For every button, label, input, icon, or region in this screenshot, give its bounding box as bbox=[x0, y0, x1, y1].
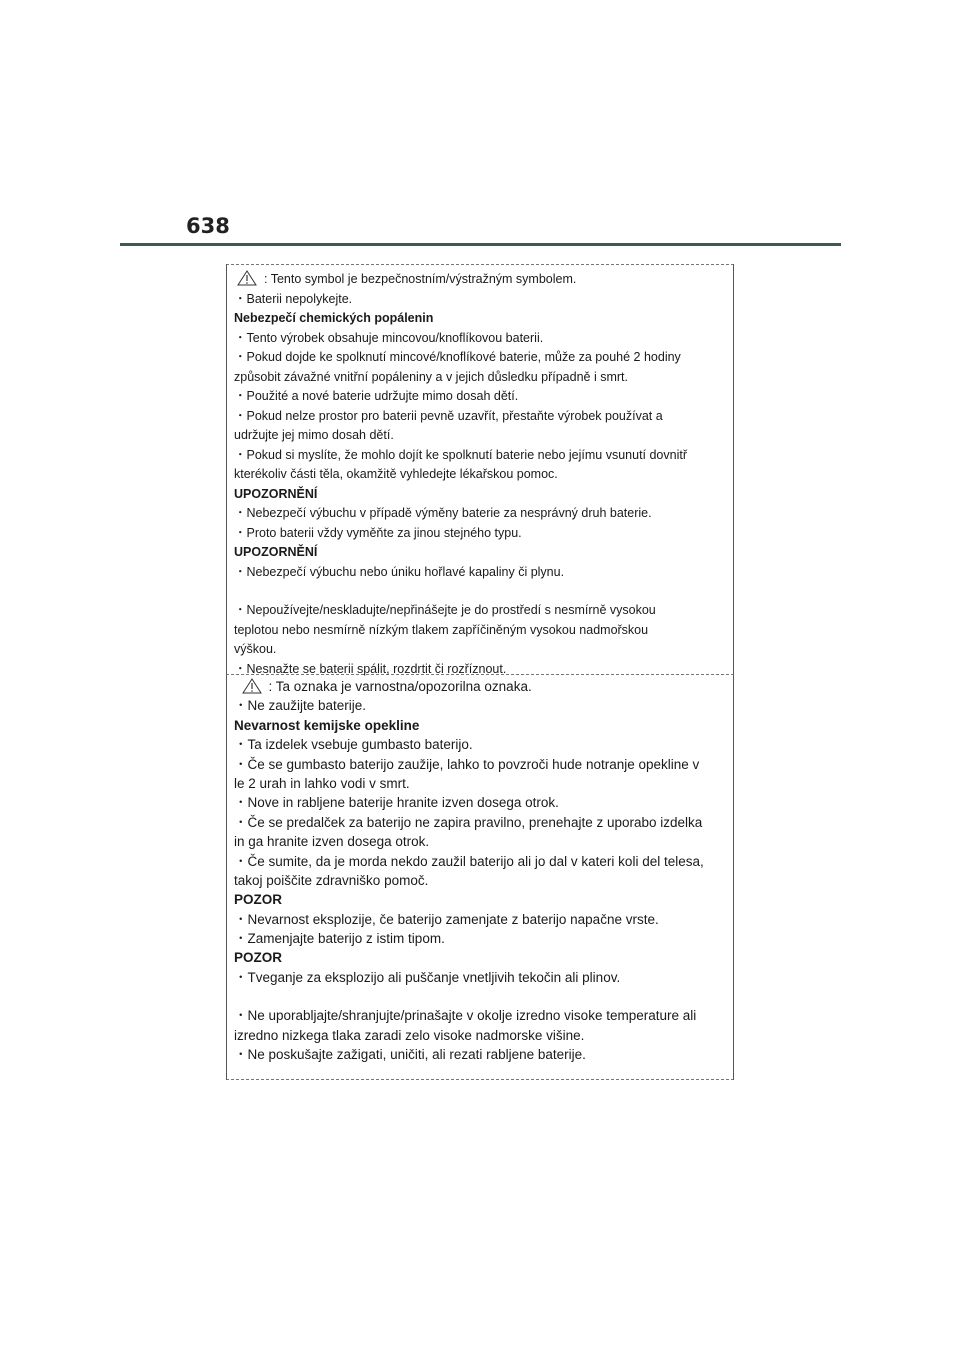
czech-section bbox=[234, 270, 687, 679]
slovenian-symbol-line bbox=[234, 677, 704, 696]
czech-line: ・Pokud nelze prostor pro baterii pevně uzavřít, přestaňte výrobek používat a bbox=[234, 408, 663, 423]
slovenian-line: ・Če se gumbasto baterijo zaužije, lahko to povzroči hude notranje opekline v bbox=[234, 756, 700, 772]
warning-triangle-icon bbox=[242, 678, 262, 694]
slovenian-line: in ga hranite izven dosega otrok. bbox=[234, 834, 430, 850]
czech-symbol-line bbox=[234, 270, 687, 290]
slovenian-spacer bbox=[234, 987, 704, 1006]
slovenian-line: ・Če sumite, da je morda nekdo zaužil baterijo ali jo dal v kateri koli del telesa, bbox=[234, 853, 704, 869]
slovenian-line: ・Tveganje za eksplozijo ali puščanje vnetljivih tekočin ali plinov. bbox=[234, 969, 621, 985]
slovenian-heading-caution: POZOR bbox=[234, 892, 283, 908]
slovenian-line: ・Če se predalček za baterijo ne zapira pravilno, prenehajte z uporabo izdelka bbox=[234, 814, 703, 830]
czech-line: ・Použité a nové baterie udržujte mimo dosah dětí. bbox=[234, 389, 519, 403]
slovenian-line: ・Ne poskušajte zažigati, uničiti, ali rezati rabljene baterije. bbox=[234, 1047, 586, 1063]
czech-line: udržujte jej mimo dosah dětí. bbox=[234, 428, 394, 442]
czech-heading-burns: Nebezpečí chemických popálenin bbox=[234, 311, 434, 325]
czech-line: způsobit závažné vnitřní popáleniny a v jejich důsledku případně i smrt. bbox=[234, 369, 628, 384]
czech-spacer bbox=[234, 582, 687, 601]
slovenian-line: takoj poiščite zdravniško pomoč. bbox=[234, 872, 429, 888]
slovenian-symbol-note: : Ta oznaka je varnostna/opozorilna oznaka. bbox=[268, 679, 532, 694]
slovenian-heading-burns: Nevarnost kemijske opekline bbox=[234, 717, 420, 733]
warning-triangle-icon bbox=[237, 270, 257, 286]
czech-heading-caution: UPOZORNĚNÍ bbox=[234, 545, 318, 559]
slovenian-line: le 2 urah in lahko vodi v smrt. bbox=[234, 775, 410, 791]
slovenian-line: izredno nizkega tlaka zaradi zelo visoke nadmorske višine. bbox=[234, 1027, 585, 1043]
czech-symbol-note: : Tento symbol je bezpečnostním/výstražným symbolem. bbox=[263, 272, 577, 286]
czech-line: ・Pokud si myslíte, že mohlo dojít ke spolknutí baterie nebo jejímu vsunutí dovnitř bbox=[234, 447, 688, 462]
slovenian-line: ・Nove in rabljene baterije hranite izven dosega otrok. bbox=[234, 795, 559, 811]
header-rule bbox=[120, 243, 841, 246]
czech-heading-caution: UPOZORNĚNÍ bbox=[234, 486, 318, 501]
czech-line: ・Nesnažte se baterii spálit, rozdrtit či rozříznout. bbox=[234, 661, 507, 676]
czech-line: ・Nebezpečí výbuchu v případě výměny baterie za nesprávný druh baterie. bbox=[234, 506, 652, 520]
czech-line: výškou. bbox=[234, 642, 277, 656]
czech-line: ・Nepoužívejte/neskladujte/nepřinášejte je do prostředí s nesmírně vysokou bbox=[234, 603, 656, 617]
slovenian-section bbox=[234, 677, 704, 1064]
slovenian-line: ・Ta izdelek vsebuje gumbasto baterijo. bbox=[234, 737, 473, 753]
czech-line: kterékoliv části těla, okamžitě vyhledejte lékařskou pomoc. bbox=[234, 467, 558, 481]
czech-line: ・Pokud dojde ke spolknutí mincové/knoflíkové baterie, může za pouhé 2 hodiny bbox=[234, 350, 681, 364]
slovenian-line: ・Zamenjajte baterijo z istim tipom. bbox=[234, 931, 445, 947]
czech-line: teplotou nebo nesmírně nízkým tlakem zapříčiněným vysokou nadmořskou bbox=[234, 622, 649, 637]
czech-line: ・Tento výrobek obsahuje mincovou/knoflíkovou baterii. bbox=[234, 330, 544, 345]
slovenian-heading-caution: POZOR bbox=[234, 950, 283, 966]
slovenian-line: ・Nevarnost eksplozije, če baterijo zamenjate z baterijo napačne vrste. bbox=[234, 911, 659, 927]
slovenian-line: ・Ne uporabljajte/shranjujte/prinašajte v okolje izredno visoke temperature ali bbox=[234, 1008, 697, 1024]
slovenian-line: ・Ne zaužijte baterije. bbox=[234, 698, 367, 714]
czech-line: ・Nebezpečí výbuchu nebo úniku hořlavé kapaliny či plynu. bbox=[234, 564, 565, 579]
czech-line: ・Baterii nepolykejte. bbox=[234, 291, 353, 306]
czech-line: ・Proto baterii vždy vyměňte za jinou stejného typu. bbox=[234, 525, 522, 540]
page-number: 638 bbox=[186, 214, 230, 238]
